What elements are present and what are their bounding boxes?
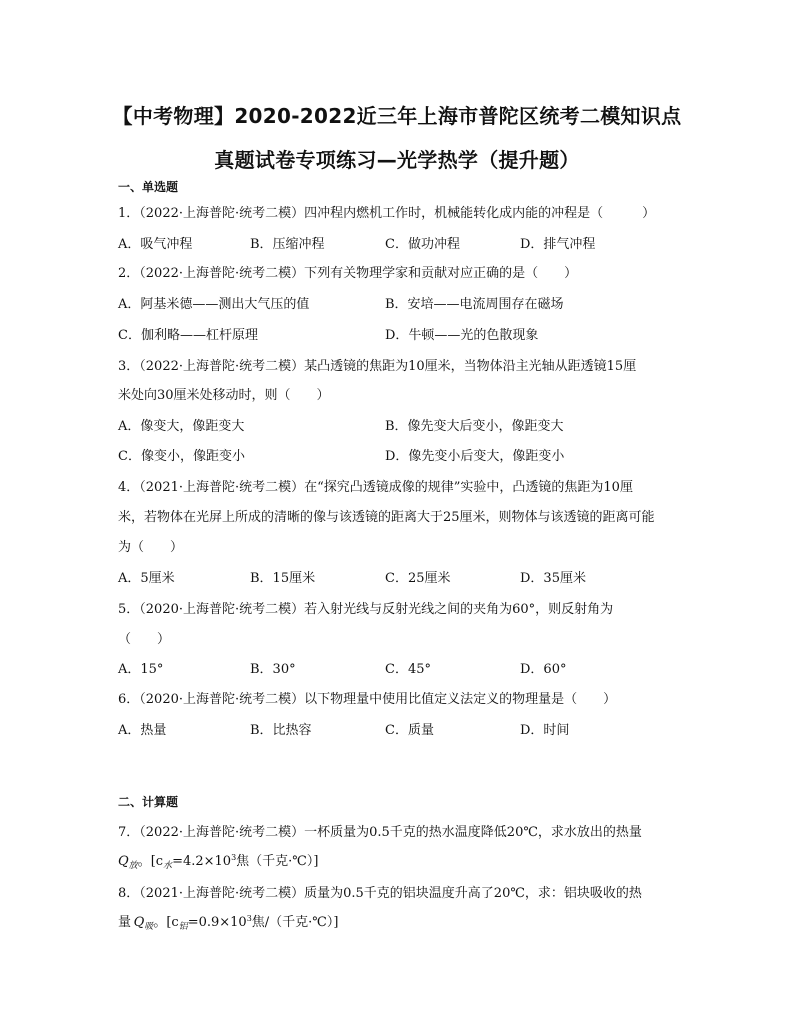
- section-heading-calculation: 二、计算题: [118, 795, 179, 809]
- q1-option-c: C．做功冲程: [385, 237, 460, 252]
- q8-bracket-c: 。[c: [153, 915, 179, 930]
- question-5-stem-line-2: （ ）: [118, 632, 171, 647]
- q3-option-d: D．像先变小后变大，像距变小: [385, 449, 565, 464]
- q5-option-c: C．45°: [385, 662, 431, 677]
- q7-c-subscript: 水: [163, 861, 173, 871]
- question-3-stem-line-2: 米处向30厘米处移动时，则（ ）: [118, 388, 330, 403]
- question-4-stem-line-1: 4．（2021·上海普陀·统考二模）在“探究凸透镜成像的规律”实验中，凸透镜的焦距为10厘: [118, 480, 633, 495]
- question-7-stem-line-2: [118, 850, 318, 871]
- q6-option-a: A．热量: [118, 723, 167, 738]
- q3-option-c: C．像变小，像距变小: [118, 449, 245, 464]
- q4-option-b: B．15厘米: [250, 571, 316, 586]
- q8-c-unit: 焦/（千克·℃）]: [251, 915, 339, 930]
- q6-option-d: D．时间: [520, 723, 570, 738]
- q1-option-d: D．排气冲程: [520, 237, 596, 252]
- question-7-stem-line-1: 7．（2022·上海普陀·统考二模）一杯质量为0.5千克的热水温度降低20℃，求水放出的热量: [118, 825, 642, 840]
- question-4-stem-line-2: 米，若物体在光屏上所成的清晰的像与该透镜的距离大于25厘米，则物体与该透镜的距离可能: [118, 510, 655, 525]
- question-5-stem-line-1: 5．（2020·上海普陀·统考二模）若入射光线与反射光线之间的夹角为60°，则反射角为: [118, 602, 614, 617]
- q4-option-c: C．25厘米: [385, 571, 451, 586]
- q2-option-c: C．伽利略——杠杆原理: [118, 328, 258, 343]
- title-line-2: 真题试卷专项练习—光学热学（提升题）: [214, 148, 580, 172]
- q8-prefix: 量: [118, 915, 132, 930]
- q3-option-a: A．像变大，像距变大: [118, 419, 245, 434]
- question-6-stem: 6．（2020·上海普陀·统考二模）以下物理量中使用比值定义法定义的物理量是（ ）: [118, 692, 617, 707]
- question-8-stem-line-2: [118, 911, 338, 932]
- q3-option-b: B．像先变大后变小，像距变大: [385, 419, 564, 434]
- question-3-stem-line-1: 3．（2022·上海普陀·统考二模）某凸透镜的焦距为10厘米，当物体沿主光轴从距透镜15厘: [118, 359, 637, 374]
- section-heading-single-choice: 一、单选题: [118, 180, 179, 194]
- question-4-stem-line-3: 为（ ）: [118, 540, 184, 555]
- q8-heat-subscript: 吸: [144, 922, 154, 932]
- q8-c-value: =0.9×10: [187, 915, 247, 930]
- q7-bracket-c: 。[c: [137, 854, 164, 869]
- q7-heat-symbol: Q: [118, 854, 129, 869]
- q1-option-a: A．吸气冲程: [118, 237, 193, 252]
- q7-heat-subscript: 放: [128, 861, 138, 871]
- q2-option-b: B．安培——电流周围存在磁场: [385, 297, 564, 312]
- q1-option-b: B．压缩冲程: [250, 237, 325, 252]
- q2-option-d: D．牛顿——光的色散现象: [385, 328, 539, 343]
- q6-option-c: C．质量: [385, 723, 434, 738]
- question-1-stem: 1．（2022·上海普陀·统考二模）四冲程内燃机工作时，机械能转化成内能的冲程是（ ）: [118, 206, 656, 221]
- title-line-1: 【中考物理】2020-2022近三年上海市普陀区统考二模知识点: [112, 104, 682, 128]
- q6-option-b: B．比热容: [250, 723, 312, 738]
- q5-option-b: B．30°: [250, 662, 296, 677]
- q5-option-d: D．60°: [520, 662, 567, 677]
- question-2-stem: 2．（2022·上海普陀·统考二模）下列有关物理学家和贡献对应正确的是（ ）: [118, 266, 578, 281]
- q8-c-subscript: 铝: [178, 922, 188, 932]
- q7-c-value: =4.2×10: [172, 854, 232, 869]
- q4-option-a: A．5厘米: [118, 571, 175, 586]
- q2-option-a: A．阿基米德——测出大气压的值: [118, 297, 310, 312]
- q5-option-a: A．15°: [118, 662, 164, 677]
- q4-option-d: D．35厘米: [520, 571, 586, 586]
- q8-c-exponent: 3: [246, 914, 252, 923]
- q8-heat-symbol: Q: [133, 915, 145, 930]
- q7-c-exponent: 3: [231, 853, 237, 862]
- question-8-stem-line-1: 8．（2021·上海普陀·统考二模）质量为0.5千克的铝块温度升高了20℃，求：铝块吸收的热: [118, 886, 642, 901]
- q7-c-unit: 焦（千克·℃）]: [236, 854, 319, 869]
